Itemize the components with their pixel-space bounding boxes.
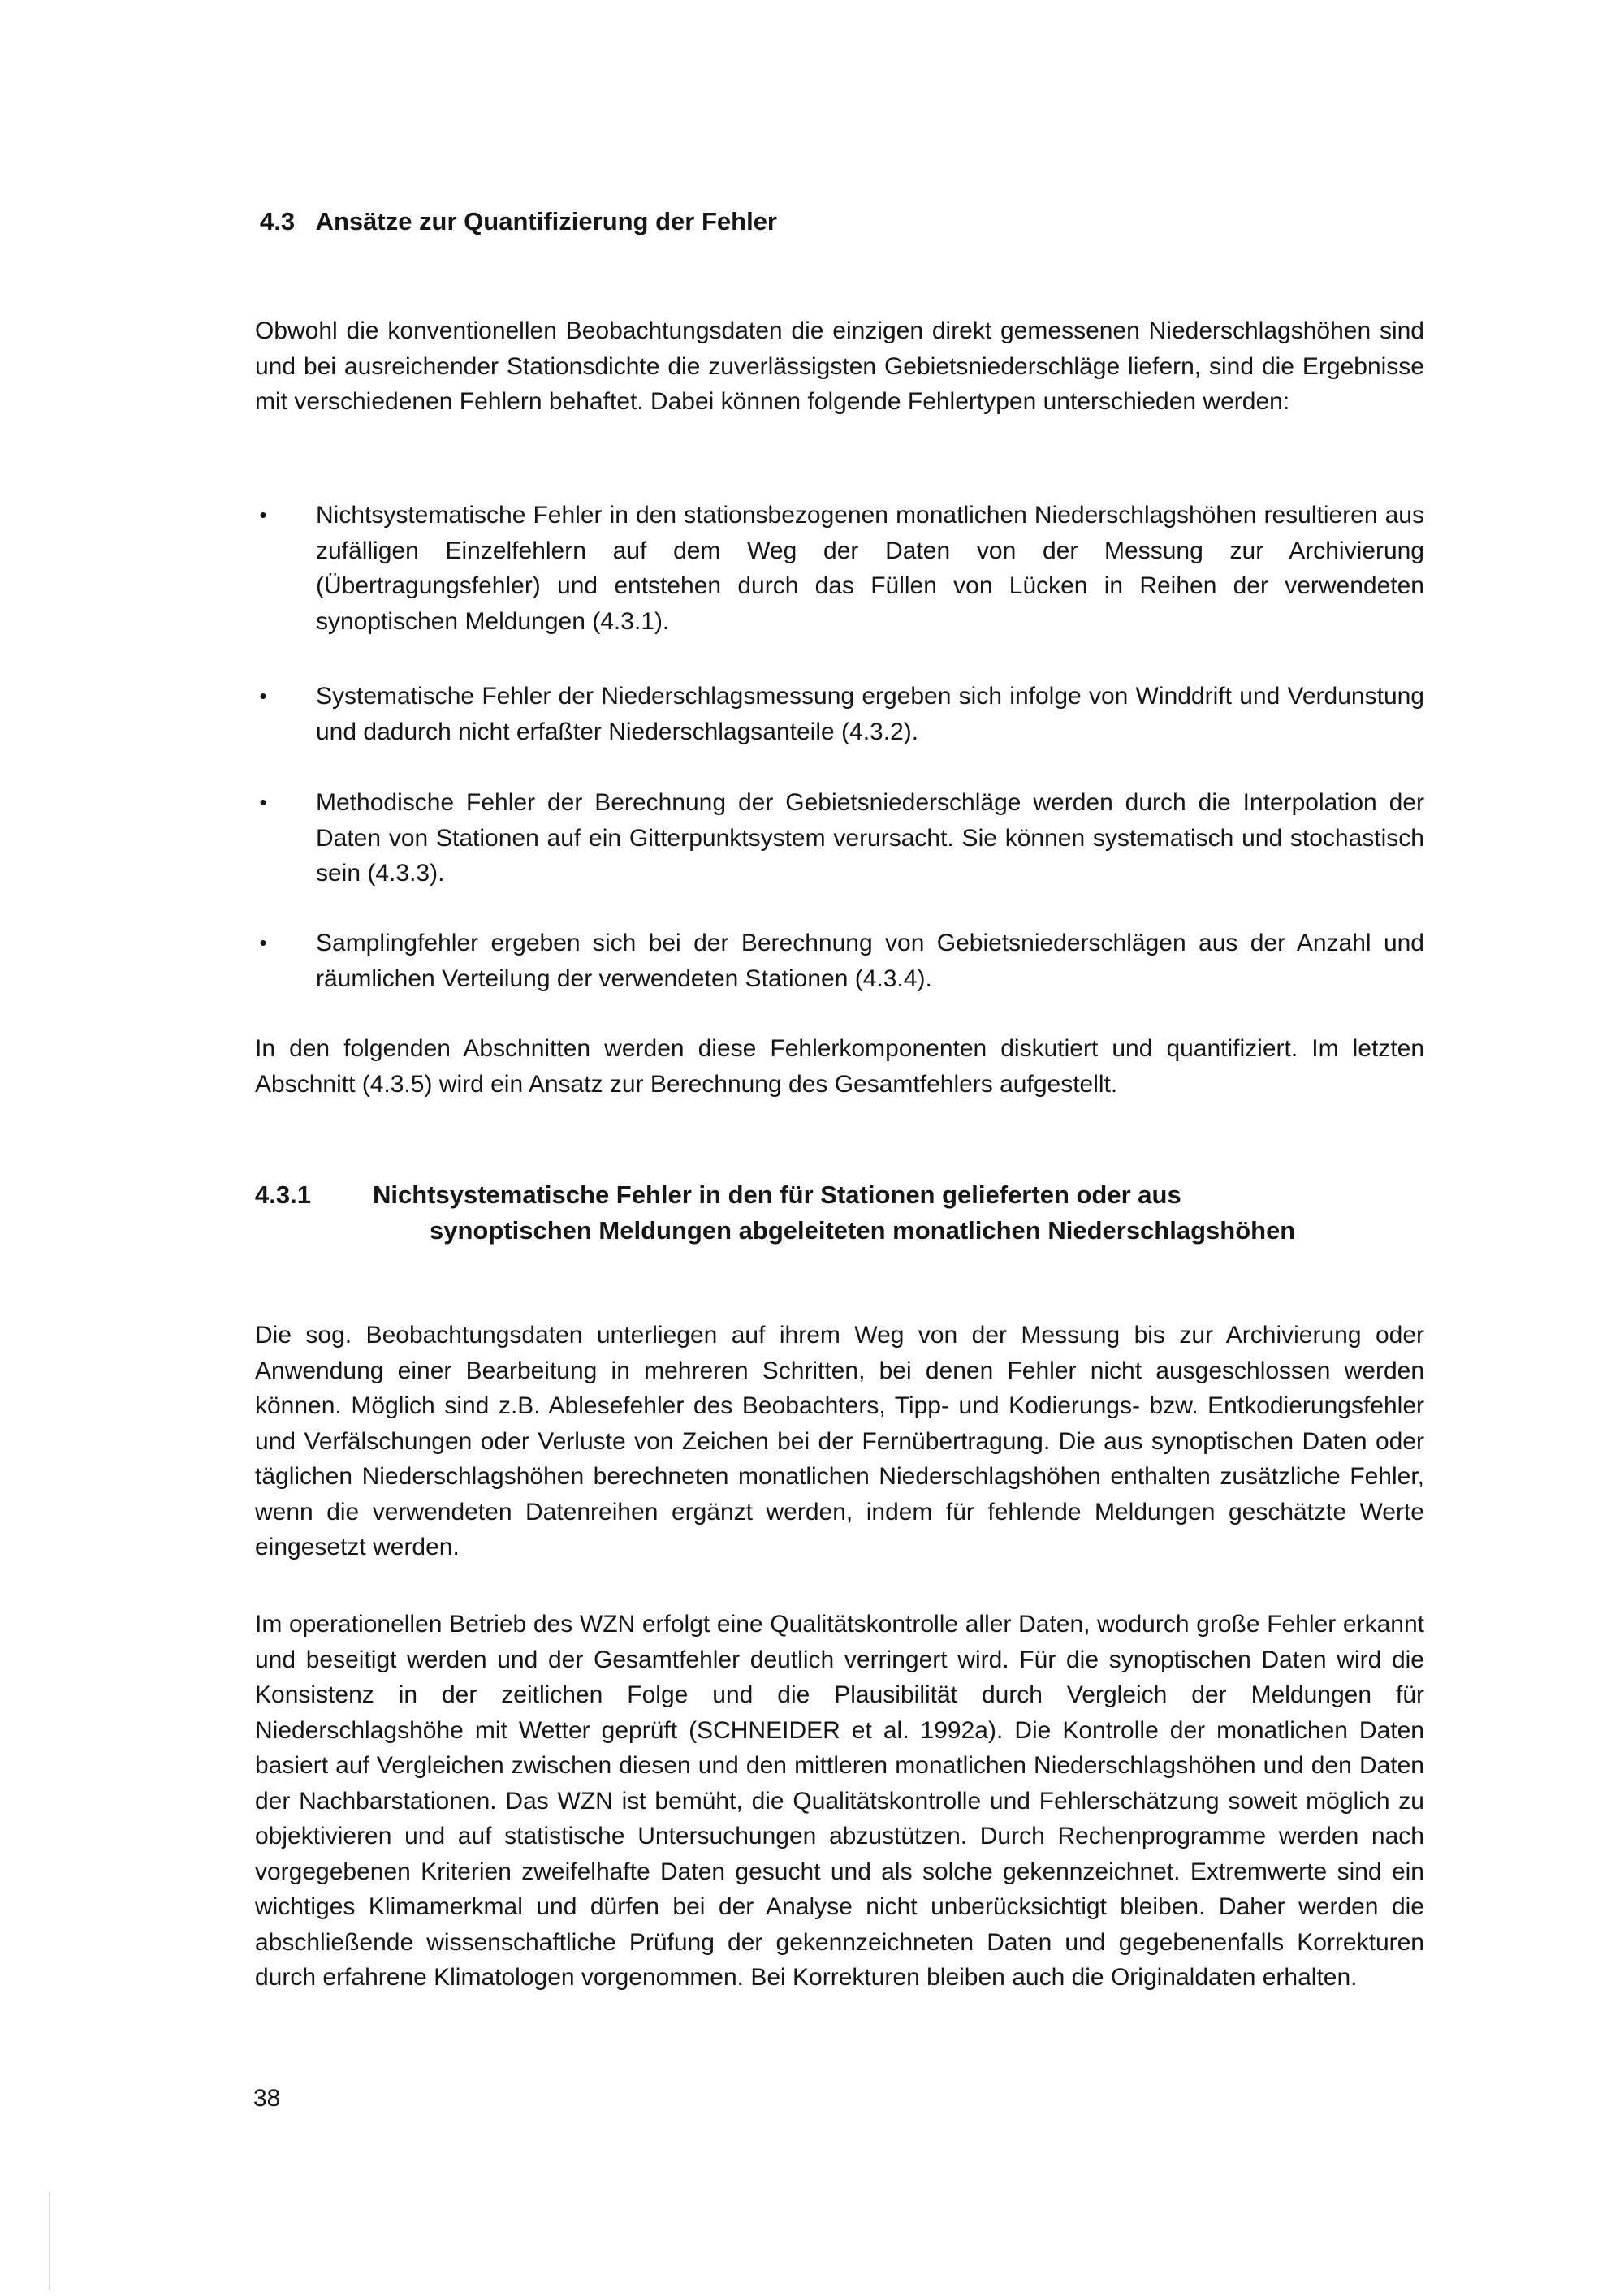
bullet-icon: • (259, 790, 267, 814)
intro-paragraph: Obwohl die konventionellen Beobachtungsdaten die einzigen direkt gemessenen Niederschlagshöhen sind und bei ausreichender Stationsdichte die zuverlässigsten Gebietsniederschläge liefern, sind die Ergebnisse mit verschiedenen Fehlern behaftet. Dabei können folgende Fehlertypen unterschieden werden: (255, 317, 1424, 415)
subsection-heading (255, 1177, 1295, 1249)
list-item (255, 498, 1424, 639)
subsection-title-line1: Nichtsystematische Fehler in den für Stationen gelieferten oder aus (373, 1180, 1181, 1209)
section-title: Ansätze zur Quantifizierung der Fehler (315, 207, 777, 235)
list-item (255, 785, 1424, 891)
section-number: 4.3 (260, 207, 296, 235)
bullet-icon: • (259, 930, 267, 955)
list-item-text: Nichtsystematische Fehler in den stationsbezogenen monatlichen Niederschlagshöhen resultieren aus zufälligen Einzelfehlern auf dem Weg der Daten von der Messung zur Archivierung (Übertragungsfehler) und entstehen durch das Füllen von Lücken in Reihen der verwendeten synoptischen Meldungen (4.3.1). (316, 502, 1424, 635)
list-item-text: Methodische Fehler der Berechnung der Gebietsniederschläge werden durch die Interpolation der Daten von Stationen auf ein Gitterpunktsystem verursacht. Sie können systematisch und stochastisch sein (4.3.3). (316, 789, 1424, 887)
list-item-text: Samplingfehler ergeben sich bei der Berechnung von Gebietsniederschlägen aus der Anzahl und räumlichen Verteilung der verwendeten Stationen (4.3.4). (316, 930, 1424, 992)
list-item (255, 926, 1424, 996)
body-paragraph-2: Im operationellen Betrieb des WZN erfolgt eine Qualitätskontrolle aller Daten, wodurch große Fehler erkannt und beseitigt werden und der Gesamtfehler deutlich verringert wird. Für die synoptischen Daten wird die Konsistenz in der zeitlichen Folge und die Plausibilität durch Vergleich der Meldungen für Niederschlagshöhe mit Wetter geprüft (SCHNEIDER et al. 1992a). Die Kontrolle der monatlichen Daten basiert auf Vergleichen zwischen diesen und den mittleren monatlichen Niederschlagshöhen und den Daten der Nachbarstationen. Das WZN ist bemüht, die Qualitätskontrolle und Fehlerschätzung soweit möglich zu objektivieren und auf statistische Untersuchungen abzustützen. Durch Rechenprogramme werden nach vorgegebenen Kriterien zweifelhafte Daten gesucht und als solche gekennzeichnet. Extremwerte sind ein wichtiges Klimamerkmal und dürfen bei der Analyse nicht unberücksichtigt bleiben. Daher werden die abschließende wissenschaftliche Prüfung der gekennzeichneten Daten und gegebenenfalls Korrekturen durch erfahrene Klimatologen vorgenommen. Bei Korrekturen bleiben auch die Originaldaten erhalten. (255, 1611, 1424, 1991)
outro-paragraph: In den folgenden Abschnitten werden diese Fehlerkomponenten diskutiert und quantifiziert. Im letzten Abschnitt (4.3.5) wird ein Ansatz zur Berechnung des Gesamtfehlers aufgestellt. (255, 1035, 1424, 1098)
list-item-text: Systematische Fehler der Niederschlagsmessung ergeben sich infolge von Winddrift und Verdunstung und dadurch nicht erfaßter Niederschlagsanteile (4.3.2). (316, 683, 1424, 745)
body-paragraph-1: Die sog. Beobachtungsdaten unterliegen auf ihrem Weg von der Messung bis zur Archivierung oder Anwendung einer Bearbeitung in mehreren Schritten, bei denen Fehler nicht ausgeschlossen werden können. Möglich sind z.B. Ablesefehler des Beobachters, Tipp- und Kodierungs- bzw. Entkodierungsfehler und Verfälschungen oder Verluste von Zeichen bei der Fernübertragung. Die aus synoptischen Daten oder täglichen Niederschlagshöhen berechneten monatlichen Niederschlagshöhen enthalten zusätzliche Fehler, wenn die verwendeten Datenreihen ergänzt werden, indem für fehlende Meldungen geschätzte Werte eingesetzt werden. (255, 1322, 1424, 1560)
bullet-icon: • (259, 684, 267, 708)
subsection-number: 4.3.1 (255, 1180, 311, 1209)
subsection-title-line2: synoptischen Meldungen abgeleiteten monatlichen Niederschlagshöhen (430, 1216, 1296, 1245)
page-number: 38 (253, 2085, 281, 2112)
list-item (255, 679, 1424, 749)
scan-margin-line (49, 2192, 50, 2290)
bullet-icon: • (259, 503, 267, 527)
section-heading (260, 207, 777, 236)
